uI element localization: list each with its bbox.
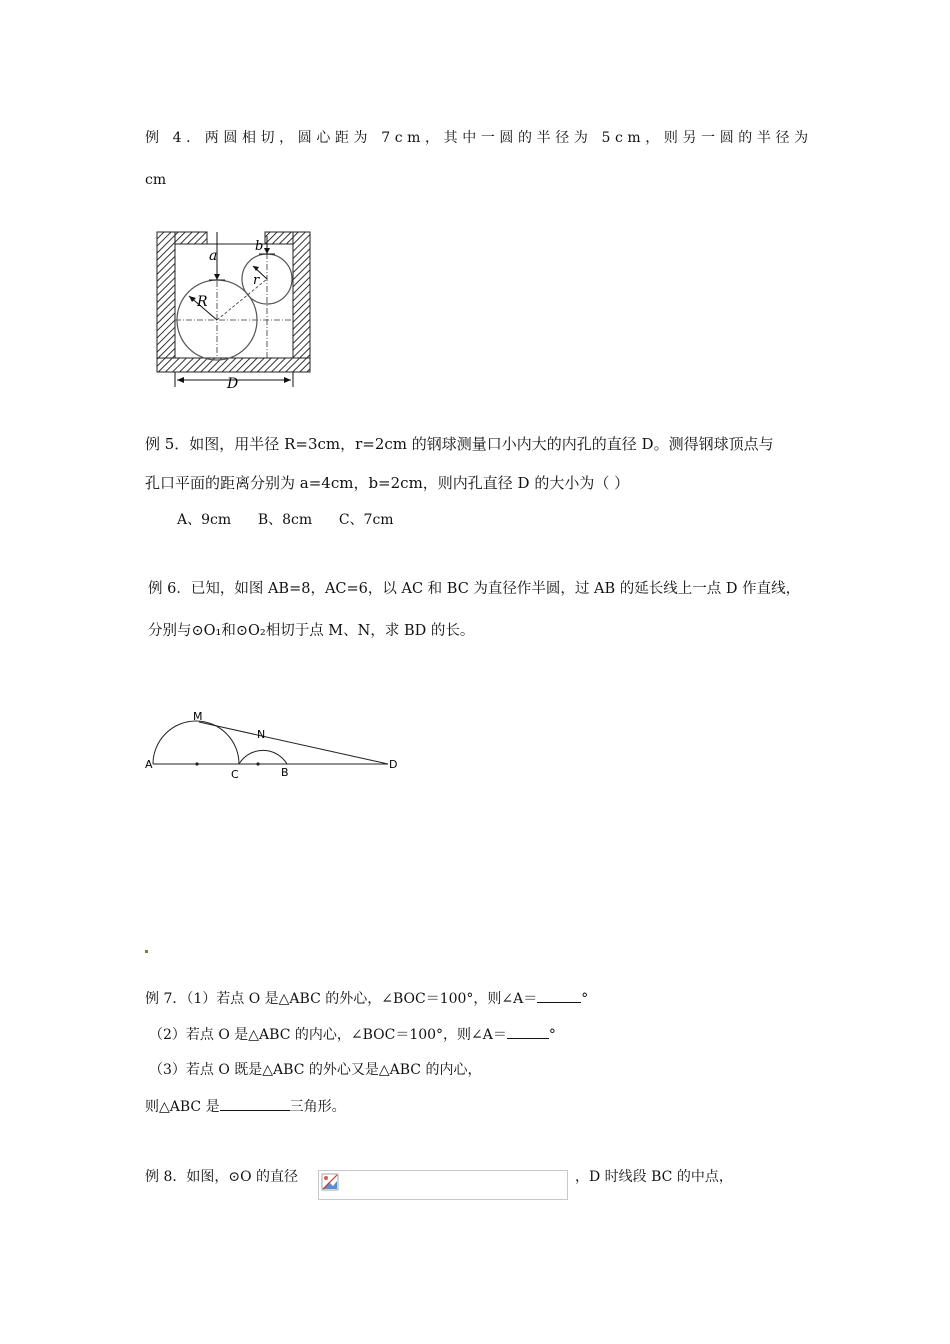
example-5-line-2: 孔口平面的距离分别为 a=4cm，b=2cm，则内孔直径 D 的大小为（ ） — [145, 474, 630, 492]
broken-image-icon — [321, 1173, 339, 1191]
example-6-line-2: 分别与⊙O₁和⊙O₂相切于点 M、N，求 BD 的长。 — [148, 623, 475, 639]
label-b: b — [255, 239, 264, 254]
example-5-line-1: 例 5．如图，用半径 R=3cm，r=2cm 的钢球测量口小内大的内孔的直径 D。测得钢球顶点与 — [145, 435, 774, 453]
semicircle-O2 — [239, 750, 287, 764]
point-N: N — [257, 728, 266, 741]
example-6-line-1: 例 6．已知，如图 AB=8，AC=6，以 AC 和 BC 为直径作半圆，过 AB 的延长线上一点 D 作直线， — [148, 581, 801, 597]
label-r: r — [253, 273, 260, 288]
point-C: C — [231, 768, 239, 781]
example-7-part-3: （3）若点 O 既是△ABC 的外心又是△ABC 的内心， — [149, 1062, 482, 1078]
stray-mark — [145, 950, 148, 953]
label-D: D — [227, 376, 239, 392]
example-8-pre: 例 8．如图，⊙O 的直径 — [145, 1169, 299, 1185]
example-7-part-4: 则△ABC 是 三角形。 — [145, 1096, 346, 1117]
answer-blank-3[interactable] — [220, 1096, 290, 1111]
example-7-part-2: （2）若点 O 是△ABC 的内心，∠BOC＝100°，则∠A＝ ° — [149, 1024, 556, 1045]
point-A: A — [145, 758, 153, 771]
ball-gauge-figure — [145, 222, 330, 392]
point-M: M — [193, 710, 203, 723]
broken-image-placeholder — [318, 1170, 568, 1200]
semicircle-O1 — [153, 721, 239, 764]
tangent-semicircles-figure — [143, 708, 413, 788]
answer-blank-1[interactable] — [537, 988, 581, 1003]
point-B: B — [281, 766, 289, 779]
label-a: a — [209, 248, 218, 264]
example-7-part-1: 例 7．（1）若点 O 是△ABC 的外心，∠BOC＝100°，则∠A＝ ° — [145, 988, 588, 1009]
example-8-post: ，D 时线段 BC 的中点， — [575, 1169, 733, 1185]
tangent-line — [199, 722, 388, 764]
example-5-options: A、9cm B、8cm C、7cm — [177, 512, 394, 528]
label-R: R — [197, 294, 208, 310]
answer-blank-2[interactable] — [507, 1024, 549, 1039]
example-4-line-1: 例 4．两圆相切，圆心距为 7cm，其中一圆的半径为 5cm，则另一圆的半径为 — [145, 130, 813, 146]
wall-hatch — [157, 232, 310, 372]
example-4-line-2: cm — [145, 172, 167, 188]
point-D: D — [389, 758, 398, 771]
